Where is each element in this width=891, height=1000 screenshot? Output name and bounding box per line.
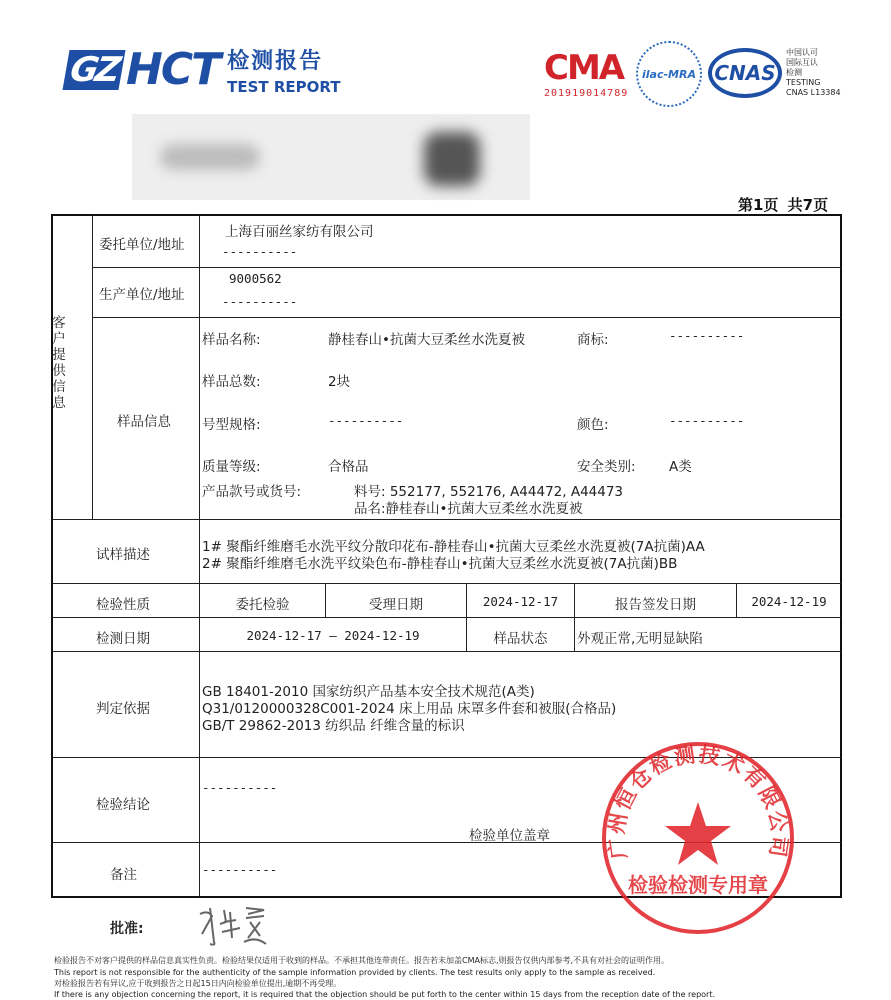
test-date-value: 2024-12-17 — 2024-12-19 xyxy=(246,628,420,643)
report-title-cn: 检测报告 xyxy=(227,49,324,74)
cnas-accreditation-text xyxy=(786,48,841,98)
ilac-text: ilac-MRA xyxy=(642,67,696,81)
material-no: 料号: 552177, 552176, A44472, A44473 xyxy=(354,484,624,500)
signature-image xyxy=(194,902,270,950)
color-value: ---------- xyxy=(669,413,745,428)
ilac-mra-logo xyxy=(636,41,702,107)
cma-logo: CMA xyxy=(544,48,624,88)
sample-state-value: 外观正常,无明显缺陷 xyxy=(577,631,703,647)
issued-label: 报告签发日期 xyxy=(615,597,696,613)
grade-label: 质量等级: xyxy=(202,459,261,475)
cma-certification-mark xyxy=(544,48,629,99)
safety-label: 安全类别: xyxy=(577,459,636,475)
color-label: 颜色: xyxy=(577,417,609,433)
cnas-line: 国际互认 xyxy=(786,58,818,67)
logo-mark: GZ xyxy=(62,50,125,90)
issued-value: 2024-12-19 xyxy=(751,594,827,609)
nature-value: 委托检验 xyxy=(235,597,290,613)
star-icon xyxy=(665,802,731,865)
footer-note-2: This report is not responsible for the authenticity of the sample information provided by clients. The test results only apply to the sample as received. xyxy=(54,968,656,977)
model-value: ---------- xyxy=(328,413,404,428)
brand-value: ---------- xyxy=(669,328,745,343)
conclusion-value: ---------- xyxy=(202,780,278,795)
safety-value: A类 xyxy=(669,459,692,475)
basis-1: GB 18401-2010 国家纺织产品基本安全技术规范(A类) xyxy=(202,684,535,700)
client-label: 委托单位/地址 xyxy=(99,237,185,253)
nature-label: 检验性质 xyxy=(96,597,150,613)
sample-name-label: 样品名称: xyxy=(202,332,261,348)
maker-value: 9000562 xyxy=(229,271,282,286)
grade-value: 合格品 xyxy=(328,459,369,475)
basis-3: GB/T 29862-2013 纺织品 纤维含量的标识 xyxy=(202,718,465,734)
client-address: ---------- xyxy=(222,244,298,259)
footer-note-3: 对检验报告若有异议,应于收到报告之日起15日内向检验单位提出,逾期不再受理。 xyxy=(54,979,342,988)
sample-desc-1: 1# 聚酯纤维磨毛水洗平纹分散印花布-静桂春山•抗菌大豆柔丝水洗夏被(7A抗菌)AA xyxy=(202,539,705,555)
brand-label: 商标: xyxy=(577,332,609,348)
sample-desc-2: 2# 聚酯纤维磨毛水洗平纹染色布-静桂春山•抗菌大豆柔丝水洗夏被(7A抗菌)BB xyxy=(202,556,678,572)
remark-label: 备注 xyxy=(110,867,137,883)
maker-address: ---------- xyxy=(222,294,298,309)
cnas-line: CNAS L13384 xyxy=(786,88,841,97)
sample-info-label: 样品信息 xyxy=(117,414,171,430)
seal-outer-text: 广州恒仓检测技术有限公司 xyxy=(604,742,792,861)
product-name: 品名:静桂春山•抗菌大豆柔丝水洗夏被 xyxy=(354,501,583,517)
section-customer-label: 客 户 提 供 信 息 xyxy=(52,315,66,411)
report-title-en: TEST REPORT xyxy=(227,78,341,96)
cnas-logo xyxy=(708,48,782,98)
sample-qty-value: 2块 xyxy=(328,374,351,390)
maker-label: 生产单位/地址 xyxy=(99,287,185,303)
seal-inner-text: 检验检测专用章 xyxy=(628,873,768,897)
sample-qty-label: 样品总数: xyxy=(202,374,261,390)
product-no-label: 产品款号或货号: xyxy=(202,484,302,500)
cnas-line: 检测 xyxy=(786,68,802,77)
cnas-line: 中国认可 xyxy=(786,48,818,57)
redacted-barcode-area xyxy=(132,114,530,200)
received-label: 受理日期 xyxy=(369,597,423,613)
model-label: 号型规格: xyxy=(202,417,261,433)
cma-number: 201919014789 xyxy=(544,88,629,99)
basis-label: 判定依据 xyxy=(96,701,150,717)
conclusion-label: 检验结论 xyxy=(96,797,150,813)
remark-value: ---------- xyxy=(202,862,278,877)
cnas-line: TESTING xyxy=(786,78,821,87)
sample-name-value: 静桂春山•抗菌大豆柔丝水洗夏被 xyxy=(328,332,525,348)
client-value: 上海百丽丝家纺有限公司 xyxy=(225,224,374,240)
basis-2: Q31/0120000328C001-2024 床上用品 床罩多件套和被服(合格品) xyxy=(202,701,617,717)
test-date-label: 检测日期 xyxy=(96,631,150,647)
company-logo xyxy=(66,44,341,96)
sample-state-label: 样品状态 xyxy=(493,631,548,647)
official-seal-stamp xyxy=(600,740,796,936)
approval-label: 批准: xyxy=(110,921,144,937)
page-number: 第1页 共7页 xyxy=(738,196,829,214)
logo-word: HCT xyxy=(126,44,220,95)
cnas-text: CNAS xyxy=(714,61,776,85)
seal-note: 检验单位盖章 xyxy=(469,828,550,844)
sample-desc-label: 试样描述 xyxy=(96,547,150,563)
logo-title xyxy=(227,44,340,96)
received-value: 2024-12-17 xyxy=(482,594,559,609)
footer-note-1: 检验报告不对客户提供的样品信息真实性负责。检验结果仅适用于收到的样品。不承担其他连带责任。报告若未加盖CMA标志,则报告仅供内部参考,不具有对社会的证明作用。 xyxy=(54,956,670,965)
footer-note-4: If there is any objection concerning the report, it is required that the objection should be put forth to the center within 15 days from the reception date of the report. xyxy=(54,990,716,999)
